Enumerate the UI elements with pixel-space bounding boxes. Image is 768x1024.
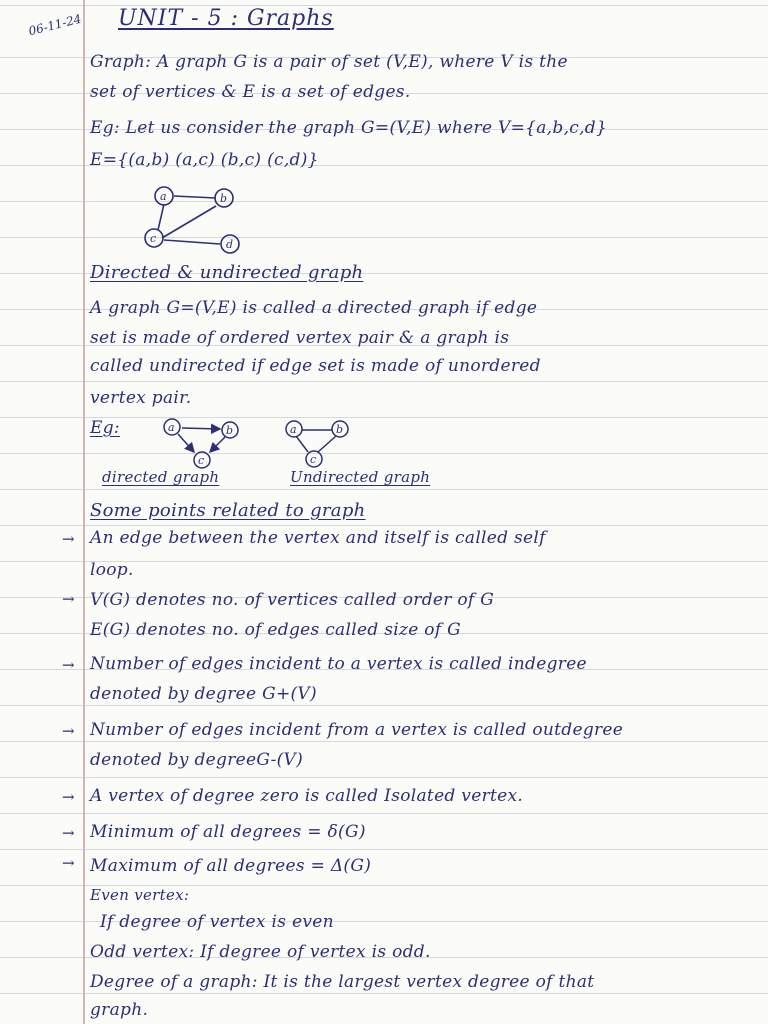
point-5: A vertex of degree zero is called Isolated vertex.	[90, 786, 524, 806]
example-line-1: Eg: Let us consider the graph G=(V,E) where V={a,b,c,d}	[90, 118, 608, 138]
directed-line-4: vertex pair.	[90, 388, 192, 408]
edge-a-b	[174, 196, 216, 198]
point-1-line-1: An edge between the vertex and itself is called self	[90, 528, 546, 548]
directed-edge-a-c	[178, 434, 194, 452]
directed-edge-a-b	[182, 428, 220, 429]
arrow-bullet: →	[62, 656, 75, 674]
even-vertex-definition: If degree of vertex is even	[100, 912, 334, 932]
point-4-line-2: denoted by degreeG-(V)	[90, 750, 304, 770]
example-graph-diagram	[130, 176, 260, 262]
edge-c-d	[164, 240, 220, 244]
vertex-c-label: c	[150, 232, 157, 245]
arrow-bullet: →	[62, 722, 75, 740]
point-2-line-2: E(G) denotes no. of edges called size of G	[90, 620, 462, 640]
directed-edge-b-c	[210, 436, 226, 452]
graph-degree-line-2: graph.	[90, 1000, 149, 1020]
point-3-line-2: denoted by degree G+(V)	[90, 684, 317, 704]
vertex-a-label: a	[160, 190, 167, 203]
edge-b-c	[162, 206, 216, 238]
directed-graph-diagram	[150, 412, 260, 472]
example-2-label: Eg:	[90, 418, 120, 438]
point-1-line-2: loop.	[90, 560, 134, 580]
points-heading: Some points related to graph	[90, 500, 366, 521]
graph-degree-line-1: Degree of a graph: It is the largest vertex degree of that	[90, 972, 595, 992]
arrow-bullet: →	[62, 788, 75, 806]
definition-line-2: set of vertices & E is a set of edges.	[90, 82, 411, 102]
directed-line-2: set is made of ordered vertex pair & a graph is	[90, 328, 510, 348]
vertex-b-label: b	[220, 192, 228, 205]
vertex-d-label: d	[226, 238, 234, 251]
date: 06-11-24	[27, 11, 83, 39]
directed-vertex-a-label: a	[168, 421, 175, 434]
directed-line-1: A graph G=(V,E) is called a directed graph if edge	[90, 298, 538, 318]
point-4-line-1: Number of edges incident from a vertex is called outdegree	[90, 720, 624, 740]
arrow-bullet: →	[62, 590, 75, 608]
definition-line-1: Graph: A graph G is a pair of set (V,E), where V is the	[90, 52, 568, 72]
undirected-vertex-b-label: b	[336, 423, 344, 436]
edge-a-c	[158, 204, 164, 230]
undirected-edge-a-c	[296, 436, 308, 452]
directed-graph-caption: directed graph	[102, 468, 220, 486]
undirected-edge-b-c	[318, 436, 336, 452]
point-7: Maximum of all degrees = Δ(G)	[90, 856, 372, 876]
point-2-line-1: V(G) denotes no. of vertices called order of G	[90, 590, 495, 610]
undirected-vertex-a-label: a	[290, 423, 297, 436]
directed-line-3: called undirected if edge set is made of unordered	[90, 356, 541, 376]
directed-undirected-heading: Directed & undirected graph	[90, 262, 364, 283]
margin-line	[83, 0, 85, 1024]
undirected-graph-diagram	[278, 412, 368, 472]
odd-vertex-line: Odd vertex: If degree of vertex is odd.	[90, 942, 431, 962]
arrow-bullet: →	[62, 530, 75, 548]
undirected-graph-caption: Undirected graph	[290, 468, 431, 486]
arrow-bullet: →	[62, 824, 75, 842]
point-3-line-1: Number of edges incident to a vertex is called indegree	[90, 654, 587, 674]
undirected-vertex-c-label: c	[310, 453, 317, 466]
page-title: UNIT - 5 : Graphs	[118, 6, 334, 31]
even-vertex-label: Even vertex:	[90, 886, 190, 904]
directed-vertex-c-label: c	[198, 454, 205, 467]
arrow-bullet: →	[62, 854, 75, 872]
example-line-2: E={(a,b) (a,c) (b,c) (c,d)}	[90, 150, 319, 170]
directed-vertex-b-label: b	[226, 424, 234, 437]
point-6: Minimum of all degrees = δ(G)	[90, 822, 366, 842]
